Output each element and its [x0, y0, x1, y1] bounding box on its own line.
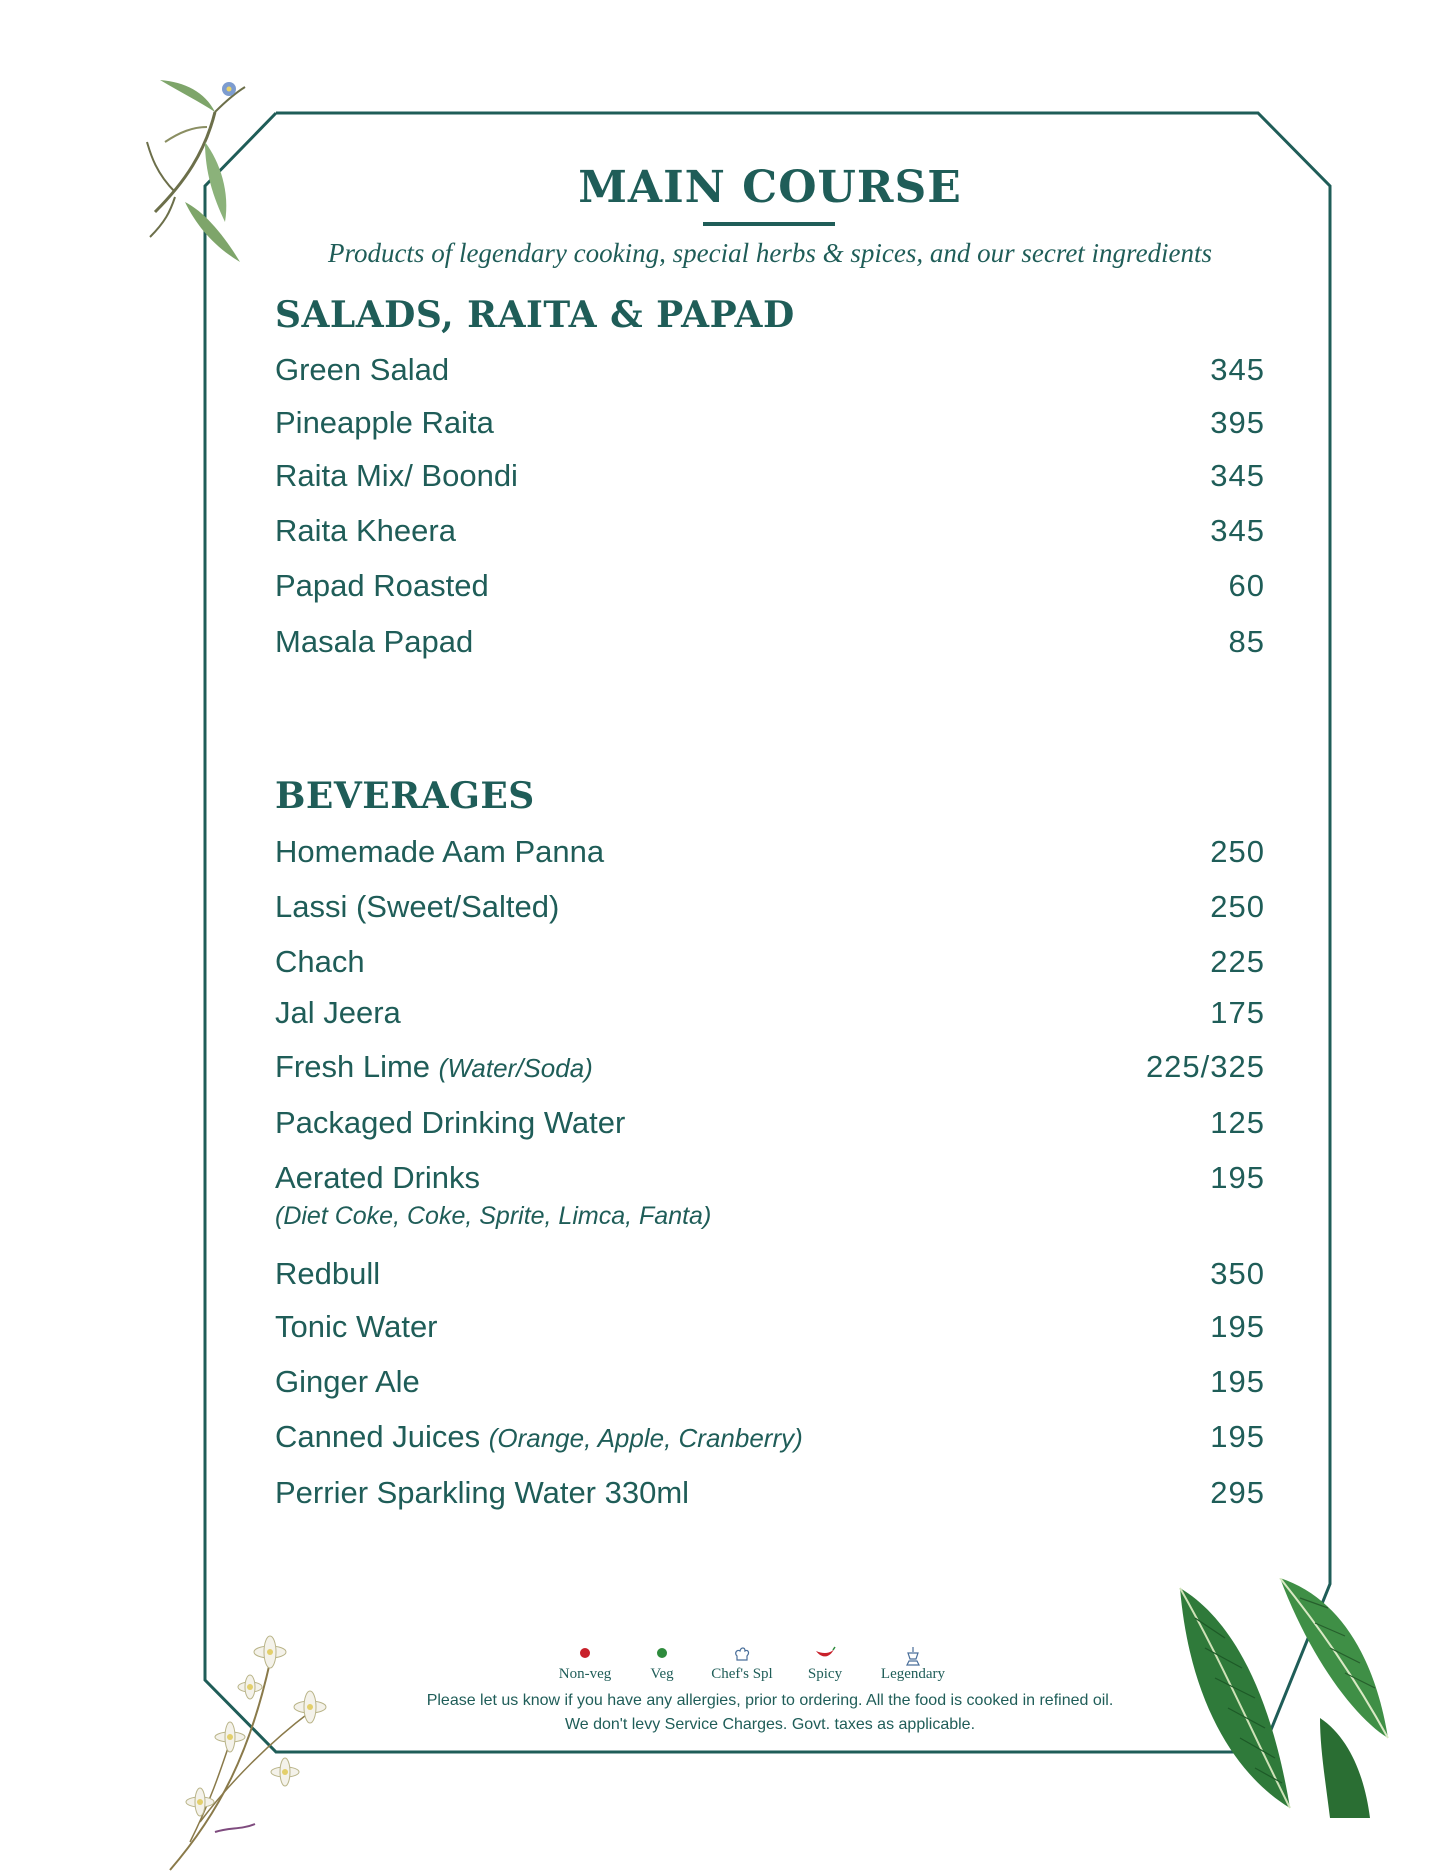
item-name-text: Canned Juices — [275, 1419, 481, 1454]
menu-item — [275, 995, 1265, 1039]
item-name: Packaged Drinking Water — [275, 1105, 626, 1140]
item-name: Lassi (Sweet/Salted) — [275, 889, 560, 924]
item-price: 250 — [1210, 834, 1265, 869]
item-price: 225/325 — [1145, 1049, 1265, 1084]
item-name-text: Fresh Lime — [275, 1049, 431, 1084]
item-name: Redbull — [275, 1256, 381, 1291]
item-name — [275, 1049, 593, 1085]
item-name: Green Salad — [275, 352, 450, 387]
legend-item-spicy — [800, 1646, 850, 1683]
item-note: (Orange, Apple, Cranberry) — [488, 1423, 803, 1453]
page-subtitle: Products of legendary cooking, special herbs & spices, and our secret ingredients — [327, 238, 1213, 268]
item-price: 85 — [1228, 624, 1265, 659]
item-name: Pineapple Raita — [275, 405, 494, 440]
legend-item-legendary — [870, 1646, 956, 1683]
legend-label: Chef's Spl — [711, 1666, 773, 1682]
menu-item — [275, 513, 1265, 557]
chili-icon — [800, 1646, 850, 1666]
title-underline — [703, 222, 835, 226]
item-name: Tonic Water — [275, 1309, 438, 1344]
footer-tax-note: We don't levy Service Charges. Govt. taxes as applicable. — [564, 1716, 976, 1733]
red-dot-icon — [550, 1646, 620, 1666]
item-price: 250 — [1210, 889, 1265, 924]
menu-item — [275, 834, 1265, 878]
menu-item — [275, 1475, 1265, 1519]
bottom-left-flowers-illustration — [160, 1592, 380, 1874]
item-name — [275, 1419, 803, 1455]
menu-item — [275, 1364, 1265, 1408]
legendary-icon — [870, 1646, 956, 1666]
item-subtext: (Diet Coke, Coke, Sprite, Limca, Fanta) — [275, 1202, 712, 1230]
item-name: Perrier Sparkling Water 330ml — [275, 1475, 690, 1510]
item-name: Raita Kheera — [275, 513, 456, 548]
legend-label: Legendary — [880, 1666, 946, 1682]
menu-item — [275, 889, 1265, 933]
item-price: 195 — [1210, 1419, 1265, 1454]
item-name: Ginger Ale — [275, 1364, 420, 1399]
section-heading-beverages: BEVERAGES — [275, 775, 535, 817]
menu-item — [275, 1160, 1265, 1240]
menu-item — [275, 624, 1265, 668]
item-price: 175 — [1210, 995, 1265, 1030]
item-price: 345 — [1210, 352, 1265, 387]
legend-label: Veg — [650, 1666, 674, 1682]
legend-item-nonveg — [550, 1646, 620, 1683]
item-note: (Water/Soda) — [438, 1053, 593, 1083]
menu-item — [275, 1419, 1265, 1463]
item-name: Jal Jeera — [275, 995, 401, 1030]
item-price: 60 — [1228, 568, 1265, 603]
legend-item-chefs-spl — [704, 1646, 780, 1683]
menu-item — [275, 458, 1265, 502]
item-price: 395 — [1210, 405, 1265, 440]
item-price: 295 — [1210, 1475, 1265, 1510]
item-price: 195 — [1210, 1160, 1265, 1195]
item-name: Masala Papad — [275, 624, 474, 659]
item-price: 195 — [1210, 1309, 1265, 1344]
chef-hat-icon — [704, 1646, 780, 1666]
item-name: Papad Roasted — [275, 568, 489, 603]
menu-item — [275, 352, 1265, 396]
page-title: MAIN COURSE — [578, 162, 962, 213]
bottom-right-leaves-illustration — [1150, 1578, 1390, 1818]
item-name: Aerated Drinks — [275, 1160, 481, 1195]
item-price: 125 — [1210, 1105, 1265, 1140]
item-price: 345 — [1210, 513, 1265, 548]
green-dot-icon — [640, 1646, 684, 1666]
menu-item — [275, 568, 1265, 612]
legend-label: Non-veg — [558, 1666, 612, 1682]
item-price: 195 — [1210, 1364, 1265, 1399]
legend-item-veg — [640, 1646, 684, 1683]
item-price: 225 — [1210, 944, 1265, 979]
legend-label: Spicy — [807, 1666, 843, 1682]
menu-item — [275, 1049, 1265, 1093]
item-name: Raita Mix/ Boondi — [275, 458, 518, 493]
menu-item — [275, 1256, 1265, 1300]
item-name: Homemade Aam Panna — [275, 834, 605, 869]
item-name: Chach — [275, 944, 365, 979]
item-price: 350 — [1210, 1256, 1265, 1291]
item-price: 345 — [1210, 458, 1265, 493]
menu-item — [275, 1105, 1265, 1149]
footer-allergy-note: Please let us know if you have any allergies, prior to ordering. All the food is cooked in refined oil. — [426, 1692, 1114, 1709]
menu-item — [275, 405, 1265, 449]
menu-item — [275, 944, 1265, 988]
section-heading-salads: SALADS, RAITA & PAPAD — [275, 294, 795, 336]
menu-item — [275, 1309, 1265, 1353]
